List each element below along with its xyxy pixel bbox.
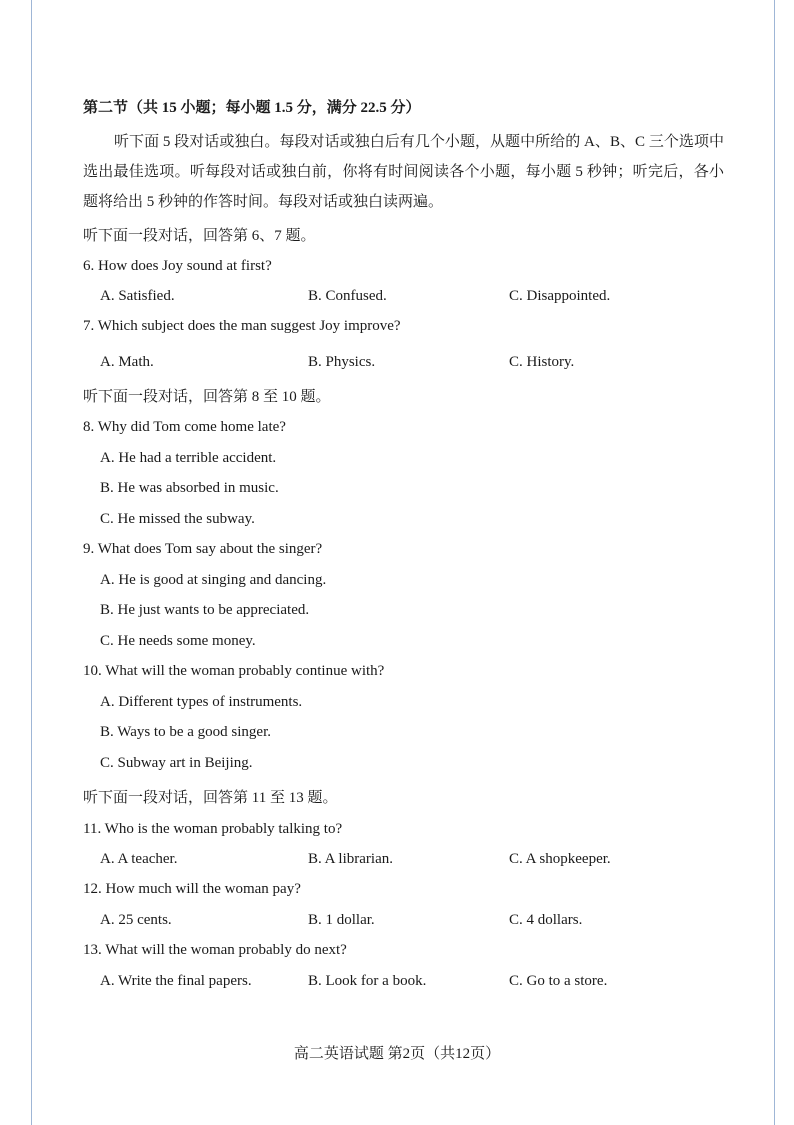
right-margin-line	[774, 0, 775, 1125]
option-a[interactable]: A. A teacher.	[100, 851, 178, 867]
page-footer: 高二英语试题 第2页（共12页）	[293, 1046, 501, 1062]
left-margin-line	[31, 0, 32, 1125]
option-a[interactable]: A. Write the final papers.	[100, 973, 252, 989]
group-directive: 听下面一段对话，回答第 11 至 13 题。	[83, 790, 338, 806]
question-stem: 6. How does Joy sound at first?	[83, 258, 272, 274]
option-b[interactable]: B. 1 dollar.	[308, 912, 375, 928]
option-c[interactable]: C. He needs some money.	[100, 633, 256, 649]
group-directive: 听下面一段对话，回答第 8 至 10 题。	[83, 389, 331, 405]
question-stem: 8. Why did Tom come home late?	[83, 419, 286, 435]
option-a[interactable]: A. He had a terrible accident.	[100, 450, 277, 466]
question-stem: 10. What will the woman probably continue with?	[83, 663, 385, 679]
option-c[interactable]: C. Disappointed.	[509, 288, 611, 304]
option-c[interactable]: C. A shopkeeper.	[509, 851, 611, 867]
question-stem: 11. Who is the woman probably talking to?	[83, 821, 343, 837]
option-b[interactable]: B. A librarian.	[308, 851, 393, 867]
question-stem: 13. What will the woman probably do next?	[83, 942, 347, 958]
option-b[interactable]: B. Look for a book.	[308, 973, 427, 989]
question-stem: 12. How much will the woman pay?	[83, 881, 301, 897]
option-c[interactable]: C. He missed the subway.	[100, 511, 255, 527]
option-a[interactable]: A. 25 cents.	[100, 912, 172, 928]
group-directive: 听下面一段对话，回答第 6、7 题。	[83, 228, 316, 244]
option-a[interactable]: A. He is good at singing and dancing.	[100, 572, 327, 588]
question-stem: 9. What does Tom say about the singer?	[83, 541, 323, 557]
option-a[interactable]: A. Different types of instruments.	[100, 694, 303, 710]
option-a[interactable]: A. Satisfied.	[100, 288, 175, 304]
option-b[interactable]: B. Ways to be a good singer.	[100, 724, 271, 740]
section-heading: 第二节（共 15 小题；每小题 1.5 分，满分 22.5 分）	[83, 100, 421, 116]
question-stem: 7. Which subject does the man suggest Joy improve?	[83, 318, 401, 334]
option-c[interactable]: C. History.	[509, 354, 575, 370]
option-b[interactable]: B. He was absorbed in music.	[100, 480, 279, 496]
option-c[interactable]: C. 4 dollars.	[509, 912, 583, 928]
option-b[interactable]: B. Confused.	[308, 288, 387, 304]
option-b[interactable]: B. He just wants to be appreciated.	[100, 602, 310, 618]
option-c[interactable]: C. Subway art in Beijing.	[100, 755, 253, 771]
option-c[interactable]: C. Go to a store.	[509, 973, 608, 989]
option-b[interactable]: B. Physics.	[308, 354, 376, 370]
option-a[interactable]: A. Math.	[100, 354, 154, 370]
section-instructions: 听下面 5 段对话或独白。每段对话或独白后有几个小题，从题中所给的 A、B、C 三个选项中选出最佳选项。听每段对话或独白前，你将有时间阅读各个小题，每小题 5 秒钟；听完后，各小题将给出 5 秒钟的作答时间。每段对话或独白读两遍。	[83, 134, 724, 210]
